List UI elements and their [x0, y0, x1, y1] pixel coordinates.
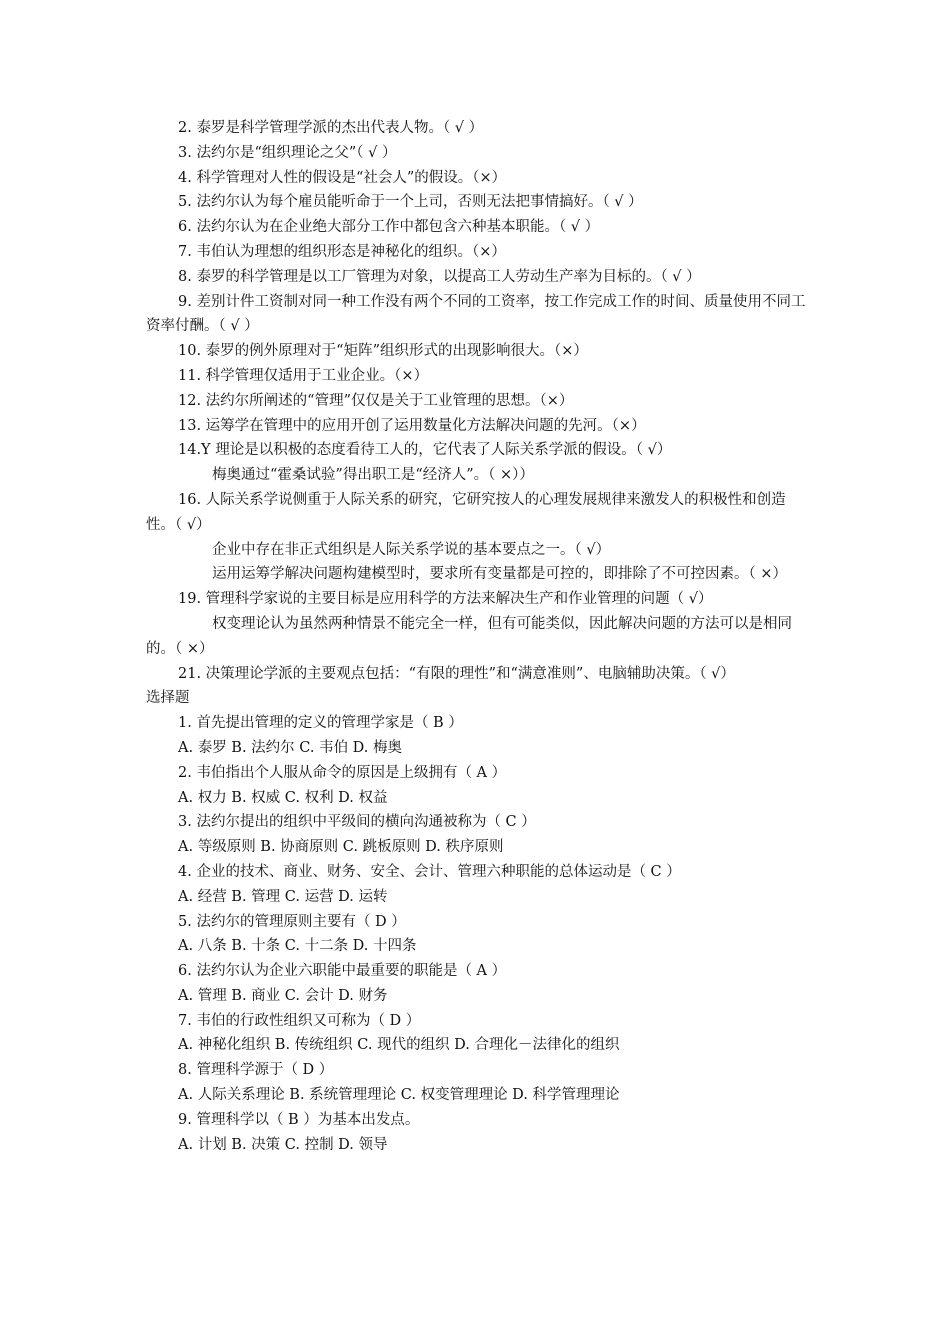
choice-options: A. 计划 B. 决策 C. 控制 D. 领导 [178, 1136, 388, 1153]
tf-item: 21. 决策理论学派的主要观点包括：“有限的理性”和“满意准则”、电脑辅助决策。（ √） [178, 665, 735, 682]
tf-item: 企业中存在非正式组织是人际关系学说的基本要点之一。（ √） [212, 541, 611, 558]
tf-item: 4. 科学管理对人性的假设是“社会人”的假设。（×） [178, 169, 507, 186]
tf-item: 5. 法约尔认为每个雇员能听命于一个上司，否则无法把事情搞好。（ √ ） [178, 194, 643, 211]
tf-item: 10. 泰罗的例外原理对于“矩阵”组织形式的出现影响很大。（×） [178, 343, 588, 360]
tf-item: 14.Y 理论是以积极的态度看待工人的，它代表了人际关系学派的假设。（ √） [178, 442, 672, 459]
tf-item: 权变理论认为虽然两种情景不能完全一样，但有可能类似，因此解决问题的方法可以是相同的。（ ×） [146, 615, 792, 657]
choice-question: 3. 法约尔提出的组织中平级间的横向沟通被称为（ C ） [178, 814, 536, 831]
tf-item: 梅奥通过“霍桑试验”得出职工是“经济人”。（ ×）） [212, 467, 534, 484]
choice-options: A. 管理 B. 商业 C. 会计 D. 财务 [178, 987, 388, 1004]
tf-item: 16. 人际关系学说侧重于人际关系的研究，它研究按人的心理发展规律来激发人的积极性和创造性。（ √） [146, 491, 786, 533]
choice-question: 7. 韦伯的行政性组织又可称为（ D ） [178, 1012, 421, 1029]
tf-item: 3. 法约尔是“组织理论之父”（ √ ） [178, 144, 397, 161]
choice-options: A. 神秘化组织 B. 传统组织 C. 现代的组织 D. 合理化－法律化的组织 [178, 1037, 620, 1054]
choice-options: A. 八条 B. 十条 C. 十二条 D. 十四条 [178, 938, 417, 955]
section-title: 选择题 [146, 690, 190, 707]
tf-item: 9. 差别计件工资制对同一种工作没有两个不同的工资率，按工作完成工作的时间、质量使用不同工资率付酬。（ √ ） [146, 293, 806, 335]
choice-options: A. 经营 B. 管理 C. 运营 D. 运转 [178, 888, 388, 905]
choice-options: A. 人际关系理论 B. 系统管理理论 C. 权变管理理论 D. 科学管理理论 [178, 1087, 620, 1104]
tf-item: 11. 科学管理仅适用于工业企业。（×） [178, 367, 429, 384]
choice-question: 4. 企业的技术、商业、财务、安全、会计、管理六种职能的总体运动是（ C ） [178, 863, 681, 880]
choice-options: A. 等级原则 B. 协商原则 C. 跳板原则 D. 秩序原则 [178, 839, 504, 856]
choice-question: 6. 法约尔认为企业六职能中最重要的职能是（ A ） [178, 963, 507, 980]
tf-item: 8. 泰罗的科学管理是以工厂管理为对象，以提高工人劳动生产率为目标的。（ √ ） [178, 268, 701, 285]
tf-item: 19. 管理科学家说的主要目标是应用科学的方法来解决生产和作业管理的问题（ √） [178, 591, 713, 608]
tf-item: 6. 法约尔认为在企业绝大部分工作中都包含六种基本职能。（ √ ） [178, 219, 600, 236]
choice-question: 8. 管理科学源于（ D ） [178, 1062, 334, 1079]
choice-question: 9. 管理科学以（ B ）为基本出发点。 [178, 1111, 420, 1128]
choice-question: 2. 韦伯指出个人服从命令的原因是上级拥有（ A ） [178, 764, 507, 781]
tf-item: 运用运筹学解决问题构建模型时，要求所有变量都是可控的，即排除了不可控因素。（ ×） [212, 566, 788, 583]
choice-question: 5. 法约尔的管理原则主要有（ D ） [178, 913, 406, 930]
choice-question: 1. 首先提出管理的定义的管理学家是（ B ） [178, 715, 463, 732]
choice-options: A. 权力 B. 权威 C. 权利 D. 权益 [178, 789, 388, 806]
document-body [146, 116, 810, 1157]
tf-item: 13. 运筹学在管理中的应用开创了运用数量化方法解决问题的先河。（×） [178, 417, 646, 434]
tf-item: 2. 泰罗是科学管理学派的杰出代表人物。（ √ ） [178, 120, 484, 136]
tf-item: 7. 韦伯认为理想的组织形态是神秘化的组织。（×） [178, 243, 506, 260]
tf-item: 12. 法约尔所阐述的“管理”仅仅是关于工业管理的思想。（×） [178, 392, 574, 409]
choice-options: A. 泰罗 B. 法约尔 C. 韦伯 D. 梅奥 [178, 739, 403, 756]
